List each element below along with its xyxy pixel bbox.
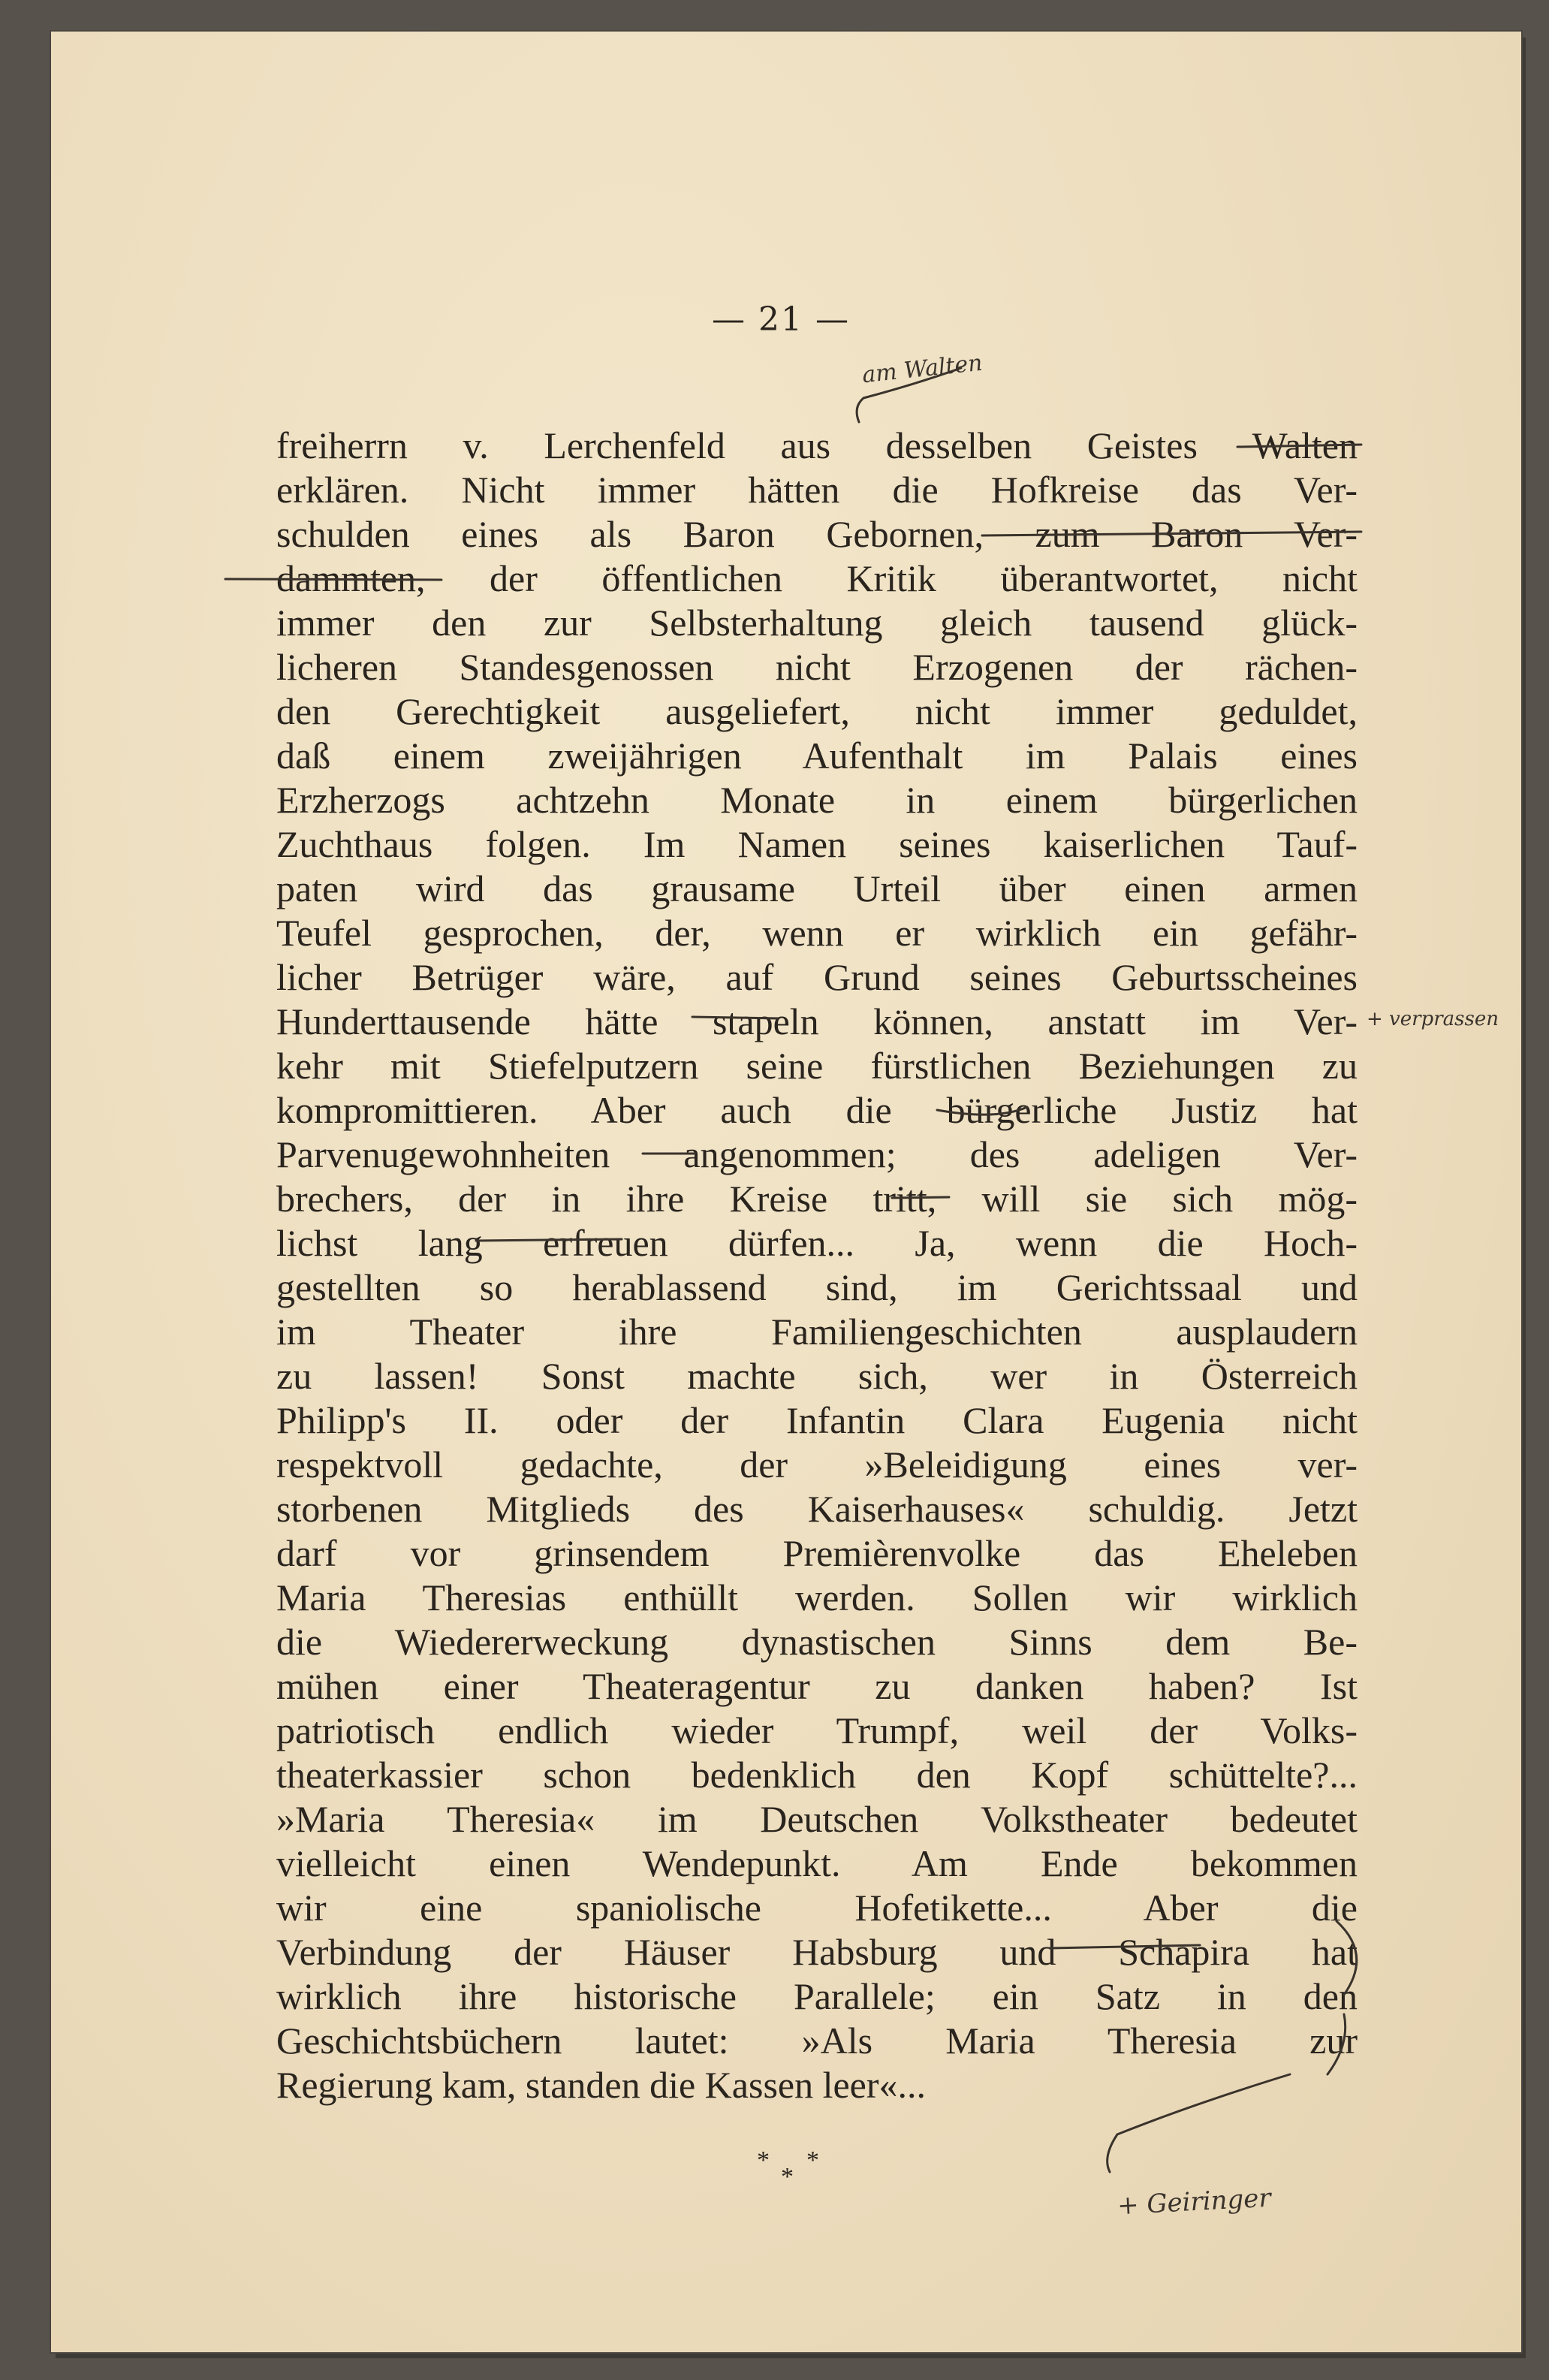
strike-schapira	[1050, 1945, 1200, 1948]
text-line: storbenen Mitglieds des Kaiserhauses« schuldig. Jetzt	[276, 1488, 1358, 1530]
text-line: im Theater ihre Familiengeschichten ausplaudern	[276, 1311, 1358, 1353]
insertion-caret-top	[857, 368, 961, 422]
text-line: dammten, der öffentlichen Kritik überantwortet, nicht	[276, 557, 1358, 599]
text-line: Philipp's II. oder der Infantin Clara Eugenia nicht	[276, 1399, 1358, 1441]
text-line: den Gerechtigkeit ausgeliefert, nicht immer geduldet,	[276, 690, 1358, 732]
text-line: darf vor grinsendem Premièrenvolke das Eheleben	[276, 1532, 1358, 1574]
strike-stapeln	[692, 1017, 778, 1018]
text-line: wir eine spaniolische Hofetikette... Aber die	[276, 1887, 1358, 1929]
asterisk: *	[757, 2146, 770, 2174]
text-line: kompromittieren. Aber auch die bürgerliche Justiz hat	[276, 1089, 1358, 1131]
page-number: — 21 —	[712, 300, 850, 339]
insertion-caret-mid	[937, 1107, 1027, 1115]
handwritten-insertion-bottom: + Geiringer	[1117, 2182, 1272, 2222]
handwritten-insertion-top: am Walten	[860, 349, 984, 389]
text-line: brechers, der in ihre Kreise tritt, will sie sich mög-	[276, 1178, 1358, 1220]
text-line: licheren Standesgenossen nicht Erzogenen der rächen-	[276, 646, 1358, 688]
text-line: kehr mit Stiefelputzern seine fürstlichen Beziehungen zu	[276, 1045, 1358, 1087]
text-line: patriotisch endlich wieder Trumpf, weil der Volks-	[276, 1709, 1358, 1751]
text-line: theaterkassier schon bedenklich den Kopf schüttelte?...	[276, 1754, 1358, 1796]
strike-sich	[892, 1197, 949, 1198]
text-line: gestellten so herablassend sind, im Gerichtssaal und	[276, 1266, 1358, 1308]
text-line: zu lassen! Sonst machte sich, wer in Österreich	[276, 1355, 1358, 1397]
asterisk: *	[781, 2163, 794, 2191]
strike-zum-baron	[982, 532, 1361, 535]
text-line: mühen einer Theateragentur zu danken haben? Ist	[276, 1665, 1358, 1707]
insertion-line-bottom	[1108, 2074, 1290, 2172]
text-line: Regierung kam, standen die Kassen leer«...	[276, 2064, 927, 2106]
text-line: licher Betrüger wäre, auf Grund seines Geburtsscheines	[276, 956, 1358, 998]
text-line: erklären. Nicht immer hätten die Hofkreise das Ver-	[276, 469, 1358, 511]
text-line: daß einem zweijährigen Aufenthalt im Palais eines	[276, 735, 1358, 777]
text-line: paten wird das grausame Urteil über einen armen	[276, 867, 1358, 909]
text-line: Parvenugewohnheiten angenommen; des adeligen Ver-	[276, 1133, 1358, 1175]
text-line: Geschichtsbüchern lautet: »Als Maria Theresia zur	[276, 2020, 1358, 2062]
text-line: die Wiedererweckung dynastischen Sinns dem Be-	[276, 1621, 1358, 1663]
text-line: immer den zur Selbsterhaltung gleich tausend glück-	[276, 602, 1358, 644]
handwritten-margin-note: + verprassen	[1367, 1008, 1499, 1030]
strike-erfreuen	[476, 1239, 622, 1241]
text-line: lichst lang erfreuen dürfen... Ja, wenn die Hoch-	[276, 1222, 1358, 1264]
text-line: Verbindung der Häuser Habsburg und Schapira hat	[276, 1931, 1358, 1973]
text-line: »Maria Theresia« im Deutschen Volkstheater bedeutet	[276, 1798, 1358, 1840]
text-line: Hunderttausende hätte stapeln können, anstatt im Ver-	[276, 1000, 1358, 1042]
strike-dammten	[225, 579, 441, 580]
text-line: Zuchthaus folgen. Im Namen seines kaiserlichen Tauf-	[276, 823, 1358, 865]
text-line: respektvoll gedachte, der »Beleidigung eines ver-	[276, 1443, 1358, 1486]
margin-bracket	[1327, 1921, 1357, 2074]
text-line: Erzherzogs achtzehn Monate in einem bürgerlichen	[276, 779, 1358, 821]
text-line: schulden eines als Baron Gebornen, zum Baron Ver-	[276, 513, 1358, 555]
text-line: Teufel gesprochen, der, wenn er wirklich ein gefähr-	[276, 912, 1358, 954]
document-page	[51, 32, 1521, 2352]
text-line: freiherrn v. Lerchenfeld aus desselben Geistes Walten	[276, 424, 1358, 466]
strike-walten	[1237, 445, 1361, 447]
text-line: wirklich ihre historische Parallele; ein Satz in den	[276, 1975, 1358, 2017]
asterisk: *	[806, 2146, 819, 2174]
text-line: vielleicht einen Wendepunkt. Am Ende bekommen	[276, 1842, 1358, 1884]
text-line: Maria Theresias enthüllt werden. Sollen wir wirklich	[276, 1576, 1358, 1618]
editorial-marks	[51, 32, 1521, 2352]
